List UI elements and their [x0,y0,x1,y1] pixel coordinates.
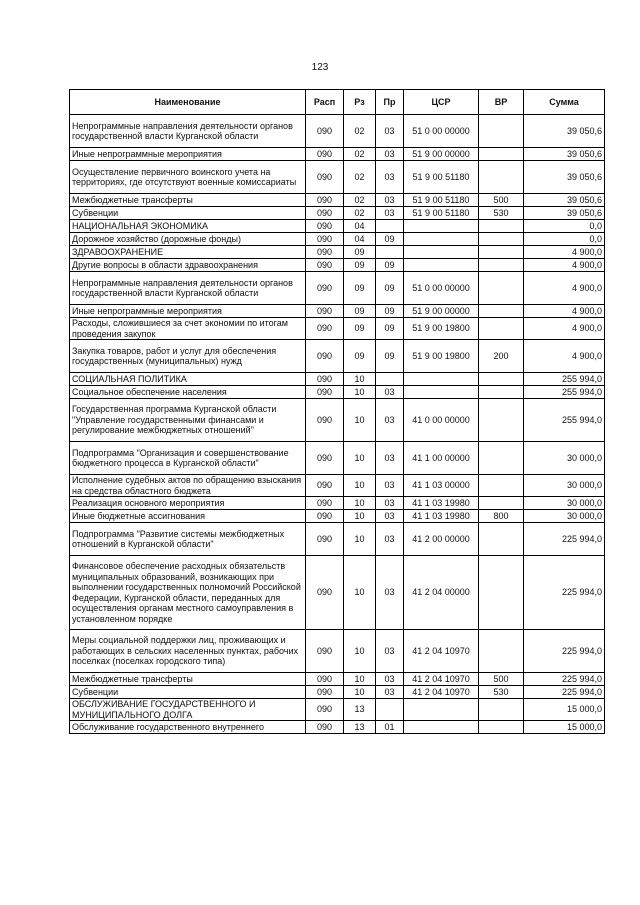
cell-csr [404,246,479,259]
cell-rasp: 090 [306,220,344,233]
cell-vr: 500 [479,194,524,207]
table-header [70,90,605,115]
cell-sum: 255 994,0 [524,373,605,386]
cell-name: НАЦИОНАЛЬНАЯ ЭКОНОМИКА [70,220,306,233]
cell-name: Обслуживание государственного внутреннего [70,721,306,734]
cell-rasp: 090 [306,721,344,734]
cell-sum: 39 050,6 [524,161,605,194]
table-row [70,556,605,630]
cell-csr [404,721,479,734]
cell-rz: 02 [344,115,376,148]
cell-name: Финансовое обеспечение расходных обязательств муниципальных образований, возникающих при выполнении государственных полномочий Российской Федерации, Курганской области, переданных для осуществления органам местного самоуправления в установленном порядке [70,556,306,630]
table-row [70,194,605,207]
header-pr: Пр [376,90,404,115]
cell-sum: 30 000,0 [524,442,605,475]
cell-rasp: 090 [306,510,344,523]
cell-pr: 03 [376,194,404,207]
table-row [70,220,605,233]
cell-name: Государственная программа Курганской области "Управление государственными финансами и регулирование межбюджетных отношений" [70,399,306,442]
header-rasp: Расп [306,90,344,115]
table-row [70,340,605,373]
cell-csr: 51 9 00 00000 [404,305,479,318]
cell-pr: 03 [376,148,404,161]
cell-vr [479,220,524,233]
cell-pr: 03 [376,523,404,556]
cell-csr [404,259,479,272]
cell-pr: 03 [376,115,404,148]
cell-vr [479,630,524,673]
cell-rz: 10 [344,475,376,497]
cell-sum: 225 994,0 [524,673,605,686]
cell-pr: 09 [376,318,404,340]
cell-rasp: 090 [306,475,344,497]
cell-pr: 03 [376,630,404,673]
cell-sum: 39 050,6 [524,148,605,161]
cell-vr: 530 [479,207,524,220]
cell-csr: 41 1 03 00000 [404,475,479,497]
cell-rz: 02 [344,207,376,220]
cell-name: Непрограммные направления деятельности органов государственной власти Курганской области [70,115,306,148]
cell-rasp: 090 [306,386,344,399]
cell-rasp: 090 [306,318,344,340]
cell-csr: 41 2 04 10970 [404,673,479,686]
cell-vr [479,259,524,272]
cell-rz: 09 [344,259,376,272]
cell-name: Закупка товаров, работ и услуг для обеспечения государственных (муниципальных) нужд [70,340,306,373]
table-body [70,115,605,734]
cell-csr: 51 9 00 51180 [404,161,479,194]
cell-vr [479,721,524,734]
cell-name: Социальное обеспечение населения [70,386,306,399]
cell-rasp: 090 [306,259,344,272]
budget-table [69,89,605,734]
cell-rasp: 090 [306,246,344,259]
cell-rasp: 090 [306,686,344,699]
cell-name: Субвенции [70,207,306,220]
cell-csr: 51 9 00 51180 [404,207,479,220]
cell-rz: 10 [344,510,376,523]
cell-sum: 0,0 [524,220,605,233]
cell-sum: 30 000,0 [524,510,605,523]
cell-rz: 13 [344,721,376,734]
cell-csr: 41 2 04 00000 [404,556,479,630]
cell-sum: 225 994,0 [524,686,605,699]
cell-vr [479,272,524,305]
cell-csr: 51 9 00 51180 [404,194,479,207]
table-row [70,475,605,497]
cell-pr: 03 [376,207,404,220]
cell-csr [404,699,479,721]
cell-sum: 4 900,0 [524,340,605,373]
cell-csr: 41 1 03 19980 [404,497,479,510]
cell-sum: 4 900,0 [524,318,605,340]
cell-pr: 03 [376,161,404,194]
cell-csr: 41 2 04 10970 [404,686,479,699]
cell-csr: 51 9 00 00000 [404,148,479,161]
cell-vr [479,246,524,259]
cell-vr [479,148,524,161]
cell-vr [479,475,524,497]
cell-csr: 41 2 00 00000 [404,523,479,556]
table-row [70,207,605,220]
cell-vr [479,305,524,318]
table-row [70,233,605,246]
cell-vr [479,373,524,386]
table-row [70,721,605,734]
cell-pr: 01 [376,721,404,734]
cell-name: Подпрограмма "Развитие системы межбюджетных отношений в Курганской области" [70,523,306,556]
cell-rz: 09 [344,246,376,259]
cell-vr [479,386,524,399]
table-row [70,497,605,510]
cell-rz: 10 [344,386,376,399]
cell-rasp: 090 [306,373,344,386]
cell-pr: 09 [376,272,404,305]
cell-rasp: 090 [306,523,344,556]
cell-name: Иные бюджетные ассигнования [70,510,306,523]
table-row [70,373,605,386]
table-row [70,686,605,699]
table-row [70,305,605,318]
cell-rz: 10 [344,686,376,699]
cell-vr [479,161,524,194]
cell-sum: 225 994,0 [524,556,605,630]
cell-rasp: 090 [306,161,344,194]
cell-sum: 255 994,0 [524,386,605,399]
cell-vr [479,233,524,246]
header-csr: ЦСР [404,90,479,115]
cell-rz: 10 [344,523,376,556]
cell-vr [479,442,524,475]
cell-sum: 39 050,6 [524,115,605,148]
cell-rasp: 090 [306,115,344,148]
cell-pr [376,220,404,233]
cell-pr [376,246,404,259]
cell-rasp: 090 [306,148,344,161]
cell-rz: 02 [344,148,376,161]
cell-vr: 800 [479,510,524,523]
table-row [70,246,605,259]
cell-rasp: 090 [306,305,344,318]
cell-sum: 4 900,0 [524,305,605,318]
table-row [70,442,605,475]
cell-sum: 4 900,0 [524,272,605,305]
cell-sum: 225 994,0 [524,630,605,673]
cell-sum: 4 900,0 [524,259,605,272]
cell-pr: 09 [376,340,404,373]
cell-sum: 4 900,0 [524,246,605,259]
cell-name: СОЦИАЛЬНАЯ ПОЛИТИКА [70,373,306,386]
cell-csr: 41 1 00 00000 [404,442,479,475]
cell-rz: 04 [344,220,376,233]
header-vr: ВР [479,90,524,115]
cell-name: Субвенции [70,686,306,699]
cell-pr: 03 [376,442,404,475]
cell-csr: 51 0 00 00000 [404,272,479,305]
header-name: Наименование [70,90,306,115]
cell-sum: 0,0 [524,233,605,246]
cell-pr: 09 [376,305,404,318]
cell-rz: 09 [344,272,376,305]
cell-rasp: 090 [306,556,344,630]
page-number: 123 [311,62,329,73]
cell-pr [376,373,404,386]
cell-vr [479,318,524,340]
cell-name: Дорожное хозяйство (дорожные фонды) [70,233,306,246]
cell-csr [404,233,479,246]
cell-sum: 39 050,6 [524,194,605,207]
cell-vr: 200 [479,340,524,373]
cell-rasp: 090 [306,194,344,207]
table-row [70,673,605,686]
cell-rz: 10 [344,373,376,386]
table-row [70,148,605,161]
cell-rasp: 090 [306,207,344,220]
cell-rasp: 090 [306,497,344,510]
cell-sum: 30 000,0 [524,497,605,510]
cell-name: Иные непрограммные мероприятия [70,148,306,161]
cell-vr [479,497,524,510]
cell-pr [376,699,404,721]
cell-sum: 225 994,0 [524,523,605,556]
cell-name: Непрограммные направления деятельности органов государственной власти Курганской области [70,272,306,305]
table-row [70,630,605,673]
cell-rz: 09 [344,340,376,373]
cell-rz: 10 [344,556,376,630]
cell-csr: 51 9 00 19800 [404,318,479,340]
cell-csr: 41 0 00 00000 [404,399,479,442]
cell-rz: 10 [344,399,376,442]
table-row [70,510,605,523]
cell-rasp: 090 [306,630,344,673]
cell-name: Осуществление первичного воинского учета на территориях, где отсутствуют военные комиссариаты [70,161,306,194]
table-row [70,272,605,305]
cell-name: Иные непрограммные мероприятия [70,305,306,318]
cell-name: Межбюджетные трансферты [70,673,306,686]
cell-sum: 255 994,0 [524,399,605,442]
cell-csr [404,386,479,399]
cell-name: Подпрограмма "Организация и совершенствование бюджетного процесса в Курганской области" [70,442,306,475]
cell-rasp: 090 [306,673,344,686]
cell-name: ОБСЛУЖИВАНИЕ ГОСУДАРСТВЕННОГО И МУНИЦИПАЛЬНОГО ДОЛГА [70,699,306,721]
cell-vr [479,556,524,630]
cell-pr: 09 [376,259,404,272]
cell-pr: 03 [376,510,404,523]
cell-rasp: 090 [306,340,344,373]
cell-rz: 04 [344,233,376,246]
cell-vr [479,399,524,442]
table-row [70,523,605,556]
cell-rz: 09 [344,305,376,318]
cell-rz: 13 [344,699,376,721]
cell-csr [404,373,479,386]
cell-rasp: 090 [306,233,344,246]
table-row [70,161,605,194]
cell-name: Реализация основного мероприятия [70,497,306,510]
cell-name: Меры социальной поддержки лиц, проживающих и работающих в сельских населенных пунктах, рабочих поселках (поселках городского типа) [70,630,306,673]
cell-pr: 03 [376,386,404,399]
cell-csr: 51 9 00 19800 [404,340,479,373]
table-row [70,259,605,272]
cell-name: Исполнение судебных актов по обращению взыскания на средства областного бюджета [70,475,306,497]
cell-sum: 30 000,0 [524,475,605,497]
cell-pr: 03 [376,475,404,497]
table-row [70,115,605,148]
cell-name: ЗДРАВООХРАНЕНИЕ [70,246,306,259]
cell-name: Расходы, сложившиеся за счет экономии по итогам проведения закупок [70,318,306,340]
cell-pr: 09 [376,233,404,246]
cell-vr [479,699,524,721]
cell-pr: 03 [376,399,404,442]
cell-vr [479,523,524,556]
cell-rz: 10 [344,630,376,673]
cell-rasp: 090 [306,442,344,475]
cell-rz: 10 [344,497,376,510]
cell-pr: 03 [376,497,404,510]
table-row [70,318,605,340]
cell-rz: 02 [344,161,376,194]
cell-sum: 39 050,6 [524,207,605,220]
table-row [70,386,605,399]
header-rz: Рз [344,90,376,115]
cell-name: Межбюджетные трансферты [70,194,306,207]
cell-csr: 41 2 04 10970 [404,630,479,673]
cell-csr [404,220,479,233]
table-row [70,399,605,442]
cell-rz: 02 [344,194,376,207]
header-sum: Сумма [524,90,605,115]
cell-rasp: 090 [306,699,344,721]
cell-vr: 500 [479,673,524,686]
cell-vr [479,115,524,148]
table-row [70,699,605,721]
cell-sum: 15 000,0 [524,721,605,734]
cell-rasp: 090 [306,399,344,442]
cell-rz: 10 [344,673,376,686]
cell-rz: 09 [344,318,376,340]
cell-csr: 51 0 00 00000 [404,115,479,148]
cell-pr: 03 [376,673,404,686]
cell-rz: 10 [344,442,376,475]
cell-pr: 03 [376,556,404,630]
cell-name: Другие вопросы в области здравоохранения [70,259,306,272]
cell-rasp: 090 [306,272,344,305]
cell-sum: 15 000,0 [524,699,605,721]
cell-pr: 03 [376,686,404,699]
cell-vr: 530 [479,686,524,699]
cell-csr: 41 1 03 19980 [404,510,479,523]
